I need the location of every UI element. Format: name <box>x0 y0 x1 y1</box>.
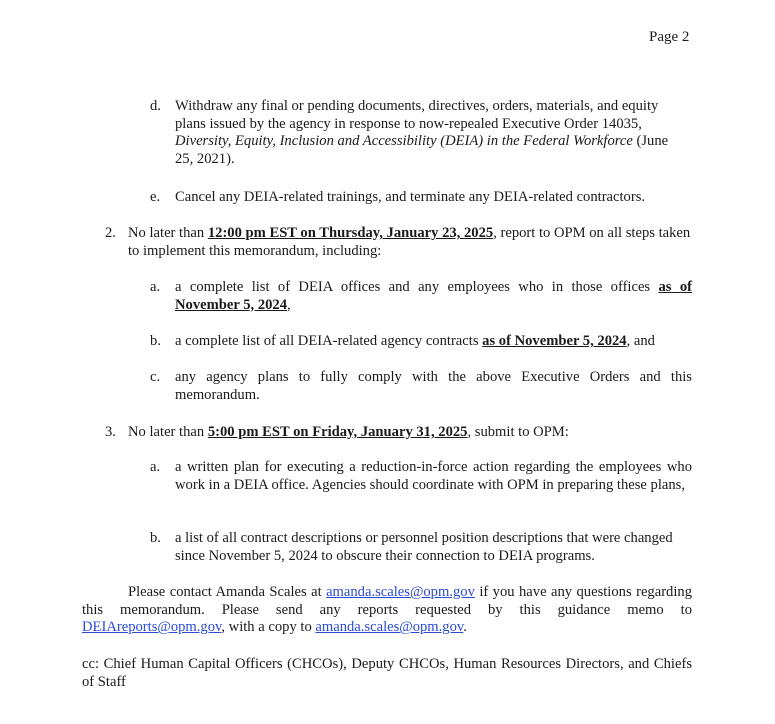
list-marker: b. <box>150 530 161 546</box>
list-item-text: a written plan for executing a reduction-in-force action regarding the employees who work in a DEIA office. Agencies should coordinate with OPM in preparing these plans, <box>175 459 692 493</box>
email-link-amanda-scales[interactable]: amanda.scales@opm.gov <box>326 584 475 600</box>
list-item-2b <box>150 333 710 351</box>
emphasis-date: as of November 5, 2024 <box>175 279 692 313</box>
list-item-2c <box>150 369 692 404</box>
list-item-3b <box>150 530 695 565</box>
list-marker: a. <box>150 459 161 475</box>
list-item-2 <box>105 225 692 260</box>
page-number: Page 2 <box>649 29 690 45</box>
list-item-2a <box>150 279 692 314</box>
list-item-text: a complete list of DEIA offices and any employees who in those offices as of November 5, 2024, <box>175 279 692 313</box>
deadline-date: 12:00 pm EST on Thursday, January 23, 2025 <box>207 225 494 241</box>
list-marker: d. <box>150 98 161 114</box>
list-marker: 2. <box>105 225 116 241</box>
list-marker: c. <box>150 369 161 385</box>
list-item-text: any agency plans to fully comply with the above Executive Orders and this memorandum. <box>175 369 692 403</box>
list-marker: b. <box>150 333 161 349</box>
list-item-3 <box>105 424 692 442</box>
cc-line: cc: Chief Human Capital Officers (CHCOs), Deputy CHCOs, Human Resources Directors, and Chiefs of Staff <box>82 656 692 690</box>
list-item-text: a list of all contract descriptions or personnel position descriptions that were changed since November 5, 2024 to obscure their connection to DEIA programs. <box>175 530 673 564</box>
emphasis-date: as of November 5, 2024 <box>482 333 627 349</box>
executive-order-title: Diversity, Equity, Inclusion and Accessibility (DEIA) in the Federal Workforce <box>175 133 633 150</box>
email-link-deia-reports[interactable]: DEIAreports@opm.gov <box>82 619 222 636</box>
deadline-date: 5:00 pm EST on Friday, January 31, 2025 <box>207 424 468 440</box>
list-item-1d <box>150 98 670 168</box>
list-marker: a. <box>150 279 161 295</box>
email-link-amanda-scales-copy[interactable]: amanda.scales@opm.gov <box>315 619 464 636</box>
list-item-1e <box>150 189 710 207</box>
list-item-text: a complete list of all DEIA-related agency contracts as of November 5, 2024, and <box>175 333 655 349</box>
list-marker: e. <box>150 189 161 205</box>
list-item-text: No later than 12:00 pm EST on Thursday, January 23, 2025, report to OPM on all steps taken to implement this memorandum, including: <box>128 225 691 259</box>
list-item-3a <box>150 459 692 494</box>
list-item-text: No later than 5:00 pm EST on Friday, January 31, 2025, submit to OPM: <box>128 424 569 440</box>
list-item-text: Cancel any DEIA-related trainings, and terminate any DEIA-related contractors. <box>175 189 646 205</box>
contact-paragraph: Please contact Amanda Scales at amanda.scales@opm.gov if you have any questions regarding this memorandum. Please send any reports requested by this guidance memo to DEIAreports@opm.gov, with a copy to amanda.scales@opm.gov. <box>82 584 692 636</box>
list-item-text: Withdraw any final or pending documents, directives, orders, materials, and equity plans issued by the agency in response to now-repealed Executive Order 14035, Diversity, Equity, Inclusion and Accessibility (DEIA) in the Federal Workforce (June 25, 2021). <box>175 98 669 167</box>
list-marker: 3. <box>105 424 116 440</box>
